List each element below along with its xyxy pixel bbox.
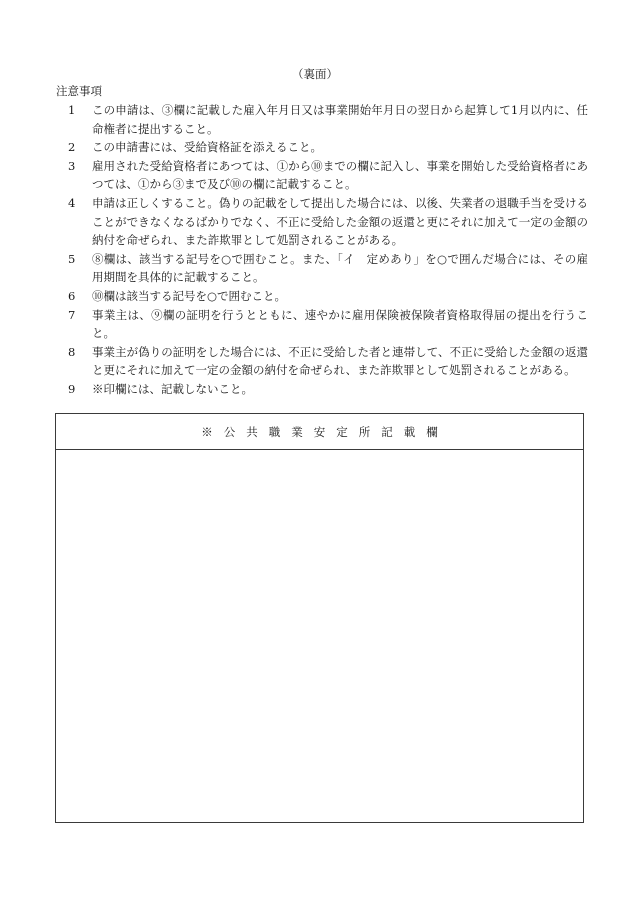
note-text: 雇用された受給資格者にあつては、①から⑩までの欄に記入し、事業を開始した受給資格者にあつては、①から③まで及び⑩の欄に記載すること。 bbox=[92, 158, 588, 192]
note-text: 事業主は、⑨欄の証明を行うとともに、速やかに雇用保険被保険者資格取得届の提出を行うこと。 bbox=[92, 307, 588, 341]
note-item-1 bbox=[68, 101, 588, 138]
note-number: 5 bbox=[68, 251, 76, 266]
note-number: 1 bbox=[68, 103, 76, 117]
note-item-3 bbox=[68, 157, 588, 194]
note-item-9 bbox=[68, 380, 588, 399]
note-text: この申請は、③欄に記載した雇入年月日又は事業開始年月日の翌日から起算して1月以内に、任命権者に提出すること。 bbox=[92, 103, 588, 136]
note-text: ⑧欄は、該当する記号を○で囲むこと。また、「イ 定めあり」を○で囲んだ場合には、その雇用期間を具体的に記載すること。 bbox=[92, 251, 588, 285]
note-item-8 bbox=[68, 343, 588, 380]
note-number: 2 bbox=[68, 140, 76, 155]
notes-heading: 注意事項 bbox=[56, 84, 102, 98]
note-text: ※印欄には、記載しないこと。 bbox=[92, 381, 253, 396]
office-use-box-body bbox=[56, 450, 583, 822]
note-text: 事業主が偽りの証明をした場合には、不正に受給した者と連帯して、不正に受給した金額の返還と更にそれに加えて一定の金額の納付を命ぜられ、また詐欺罪として処罰されることがある。 bbox=[92, 344, 588, 378]
note-number: 4 bbox=[68, 195, 76, 210]
note-number: 7 bbox=[68, 307, 76, 322]
note-number: 8 bbox=[68, 344, 76, 359]
office-use-box bbox=[55, 413, 584, 823]
note-text: ⑩欄は該当する記号を○で囲むこと。 bbox=[92, 288, 287, 303]
note-text: この申請書には、受給資格証を添えること。 bbox=[92, 140, 322, 155]
page-title: （裏面） bbox=[292, 67, 338, 81]
note-item-5 bbox=[68, 250, 588, 287]
note-item-4 bbox=[68, 194, 588, 250]
office-use-box-header: ※公共職業安定所記載欄 bbox=[56, 414, 583, 450]
note-text: 申請は正しくすること。偽りの記載をして提出した場合には、以後、失業者の退職手当を受けることができなくなるばかりでなく、不正に受給した金額の返還と更にそれに加えて一定の金額の納付を命ぜられ、また詐欺罪として処罰されることがある。 bbox=[92, 195, 588, 248]
note-number: 6 bbox=[68, 288, 76, 303]
note-number: 9 bbox=[68, 381, 76, 396]
note-item-2 bbox=[68, 138, 588, 157]
note-number: 3 bbox=[68, 158, 76, 173]
note-item-7 bbox=[68, 306, 588, 343]
note-item-6 bbox=[68, 287, 588, 306]
notes-list bbox=[68, 101, 588, 399]
